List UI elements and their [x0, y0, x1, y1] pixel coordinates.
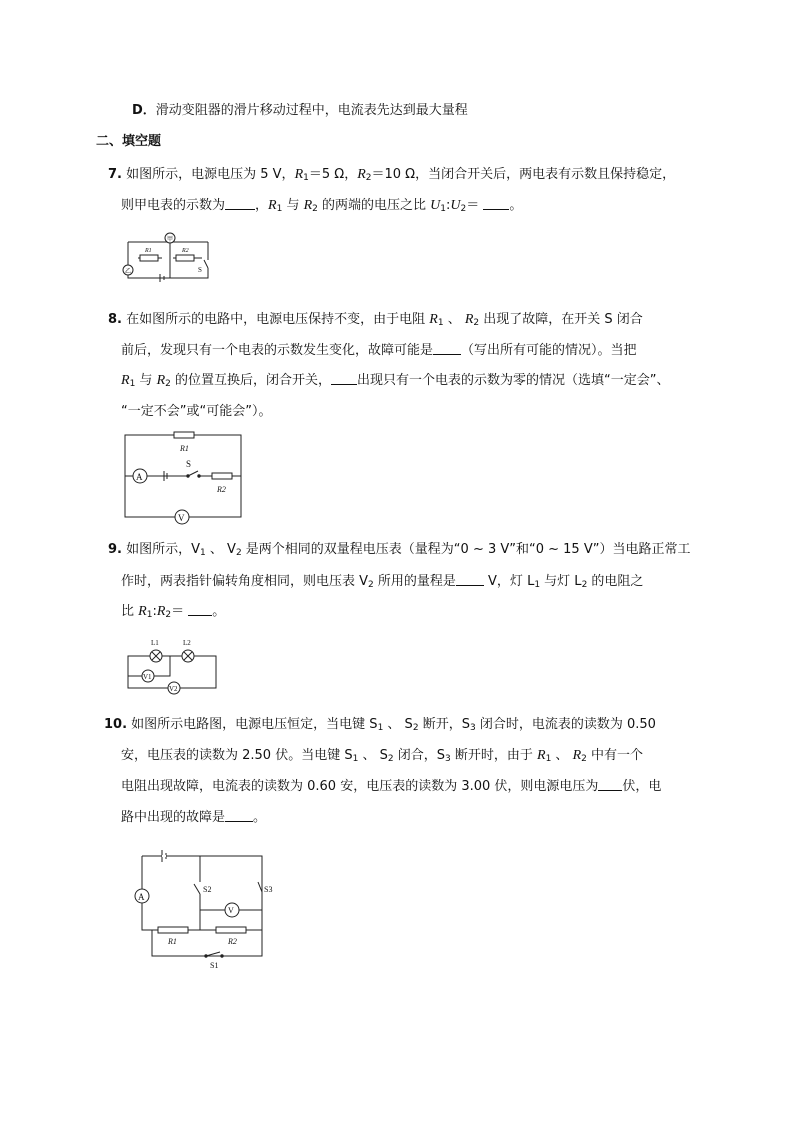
text: 路中出现的故障是	[121, 810, 226, 825]
text: ＝5 Ω，	[308, 167, 358, 182]
text: 与	[282, 198, 304, 213]
var: R	[156, 604, 166, 619]
option-text: 滑动变阻器的滑片移动过程中，电流表先达到最大量程	[155, 103, 468, 118]
sub: 3	[469, 723, 476, 733]
text: 断开，S	[418, 717, 470, 732]
text: ＝	[466, 198, 484, 213]
answer-blank[interactable]	[225, 197, 255, 210]
text: ，	[255, 198, 269, 213]
text: 电阻出现故障，电流表的读数为 0.60 安，电压表的读数为 3.00 伏，则电源电压为	[121, 779, 599, 794]
q9-line-2	[121, 573, 643, 594]
l2-label: L2	[183, 639, 191, 647]
text: （写出所有可能的情况）。当把	[461, 343, 637, 358]
sub: 1	[437, 318, 444, 328]
s3-label: S3	[264, 885, 273, 894]
meter-top-label: 甲	[167, 237, 174, 243]
l1-label: L1	[151, 639, 159, 647]
text: V，灯 L	[483, 574, 535, 589]
text: 的电阻之	[587, 574, 644, 589]
q8-line-4: “一定不会”或“可能会”）。	[121, 404, 272, 419]
voltmeter-label: V	[228, 906, 234, 915]
v2-label: V2	[169, 685, 178, 693]
text: 的两端的电压之比	[317, 198, 431, 213]
sub: 1	[200, 548, 206, 558]
var: U	[430, 198, 441, 213]
text: 的位置互换后，闭合开关，	[170, 373, 331, 388]
sub: 2	[365, 173, 372, 183]
r2-label: R2	[182, 248, 189, 254]
r2-label: R2	[217, 485, 226, 494]
text: 比	[121, 604, 139, 619]
sub: 1	[129, 379, 136, 389]
var: R	[138, 604, 147, 619]
sub: 1	[377, 723, 384, 733]
sub: 2	[581, 580, 588, 590]
text: 与灯 L	[540, 574, 582, 589]
q9-circuit-figure	[124, 632, 220, 694]
answer-blank[interactable]	[456, 573, 484, 586]
text: 。	[212, 604, 226, 619]
q8-line-3	[121, 372, 669, 393]
var: R	[121, 373, 130, 388]
text: 伏，电	[622, 779, 662, 794]
text: 与	[135, 373, 157, 388]
sub: 2	[460, 204, 467, 214]
question-number: 8.	[108, 312, 122, 327]
text: 闭合，S	[393, 748, 445, 763]
text: 在如图所示的电路中，电源电压保持不变，由于电阻	[126, 312, 430, 327]
r1-label: R1	[145, 248, 152, 254]
answer-blank[interactable]	[598, 778, 622, 791]
text: 出现了故障，在开关 S 闭合	[479, 312, 643, 327]
q10-circuit-figure	[128, 846, 273, 970]
text: 。	[253, 810, 267, 825]
text: 出现只有一个电表的示数为零的情况（选填“一定会”、	[357, 373, 670, 388]
s2-label: S2	[203, 885, 212, 894]
ammeter-label: A	[138, 892, 145, 902]
voltmeter-label: V	[178, 513, 185, 523]
q8-line-1	[108, 311, 643, 332]
sub: 1	[352, 754, 359, 764]
answer-blank[interactable]	[225, 809, 253, 822]
text: 如图所示，电源电压为 5 V，	[126, 167, 295, 182]
meter-left-label: 乙	[125, 269, 132, 275]
answer-blank[interactable]	[331, 372, 357, 385]
q9-line-3	[121, 603, 225, 624]
q10-line-4	[121, 809, 266, 827]
var: R	[537, 748, 546, 763]
text: 如图所示，V	[126, 542, 201, 557]
s1-label: S1	[210, 961, 219, 970]
text: 前后，发现只有一个电表的示数发生变化，故障可能是	[121, 343, 434, 358]
var: R	[464, 312, 474, 327]
var: R	[303, 198, 313, 213]
text: 断开时，由于	[450, 748, 537, 763]
v1-label: V1	[143, 673, 152, 681]
sub: 2	[235, 548, 242, 558]
text: :	[446, 198, 451, 213]
answer-blank[interactable]	[188, 603, 212, 616]
q9-line-1	[108, 541, 690, 562]
text: :	[152, 604, 157, 619]
sub: 1	[534, 580, 541, 590]
sub: 2	[165, 379, 171, 389]
var: U	[450, 198, 461, 213]
r1-label: R1	[180, 444, 189, 453]
var: R	[357, 167, 366, 182]
q10-line-1	[104, 716, 656, 737]
q7-circuit-figure	[118, 230, 218, 286]
sub: 1	[440, 204, 447, 214]
sub: 1	[303, 173, 309, 183]
text: 、	[551, 748, 573, 763]
text: 是两个相同的双量程电压表（量程为“0 ~ 3 V”和“0 ~ 15 V”）当电路正常工	[241, 542, 691, 557]
sub: 3	[445, 754, 451, 764]
text: 、 S	[383, 717, 413, 732]
question-number: 10.	[104, 717, 128, 732]
q10-line-2	[121, 747, 643, 768]
text: 闭合时，电流表的读数为 0.50	[475, 717, 656, 732]
switch-label: S	[186, 459, 192, 469]
q8-circuit-figure	[122, 430, 244, 522]
text: 所用的量程是	[373, 574, 456, 589]
ammeter-label: A	[136, 472, 143, 482]
q8-line-2	[121, 342, 637, 360]
sub: 2	[473, 318, 480, 328]
section-title: 二、填空题	[96, 134, 162, 149]
q7-line-2	[121, 197, 522, 218]
q7-line-1	[108, 166, 675, 187]
switch-label: S	[198, 266, 202, 274]
sub: 2	[387, 754, 394, 764]
var: R	[572, 748, 582, 763]
answer-blank[interactable]	[433, 342, 461, 355]
sub: 2	[581, 754, 587, 764]
answer-blank[interactable]	[483, 197, 509, 210]
text: 、 S	[358, 748, 388, 763]
question-number: 9.	[108, 542, 122, 557]
sub: 1	[276, 204, 283, 214]
sub: 2	[368, 580, 374, 590]
option-d	[132, 102, 468, 120]
option-letter: D．	[132, 103, 156, 118]
q10-line-3	[121, 778, 661, 796]
text: ＝10 Ω，当闭合开关后，两电表有示数且保持稳定，	[371, 167, 676, 182]
text: 则甲电表的示数为	[121, 198, 226, 213]
sub: 2	[412, 723, 419, 733]
text: 中有一个	[586, 748, 643, 763]
text: 、 V	[205, 542, 236, 557]
var: R	[429, 312, 438, 327]
var: R	[268, 198, 277, 213]
r1-label: R1	[168, 937, 177, 946]
var: R	[294, 167, 304, 182]
text: 作时，两表指针偏转角度相同，则电压表 V	[121, 574, 369, 589]
text: 。	[509, 198, 523, 213]
sub: 1	[146, 610, 153, 620]
text: 如图所示电路图，电源电压恒定，当电键 S	[131, 717, 378, 732]
text: 、	[443, 312, 465, 327]
r2-label: R2	[228, 937, 237, 946]
sub: 2	[165, 610, 172, 620]
text: 安，电压表的读数为 2.50 伏。当电键 S	[121, 748, 353, 763]
question-number: 7.	[108, 167, 122, 182]
text: ＝	[171, 604, 189, 619]
sub: 1	[545, 754, 552, 764]
sub: 2	[312, 204, 318, 214]
var: R	[156, 373, 166, 388]
